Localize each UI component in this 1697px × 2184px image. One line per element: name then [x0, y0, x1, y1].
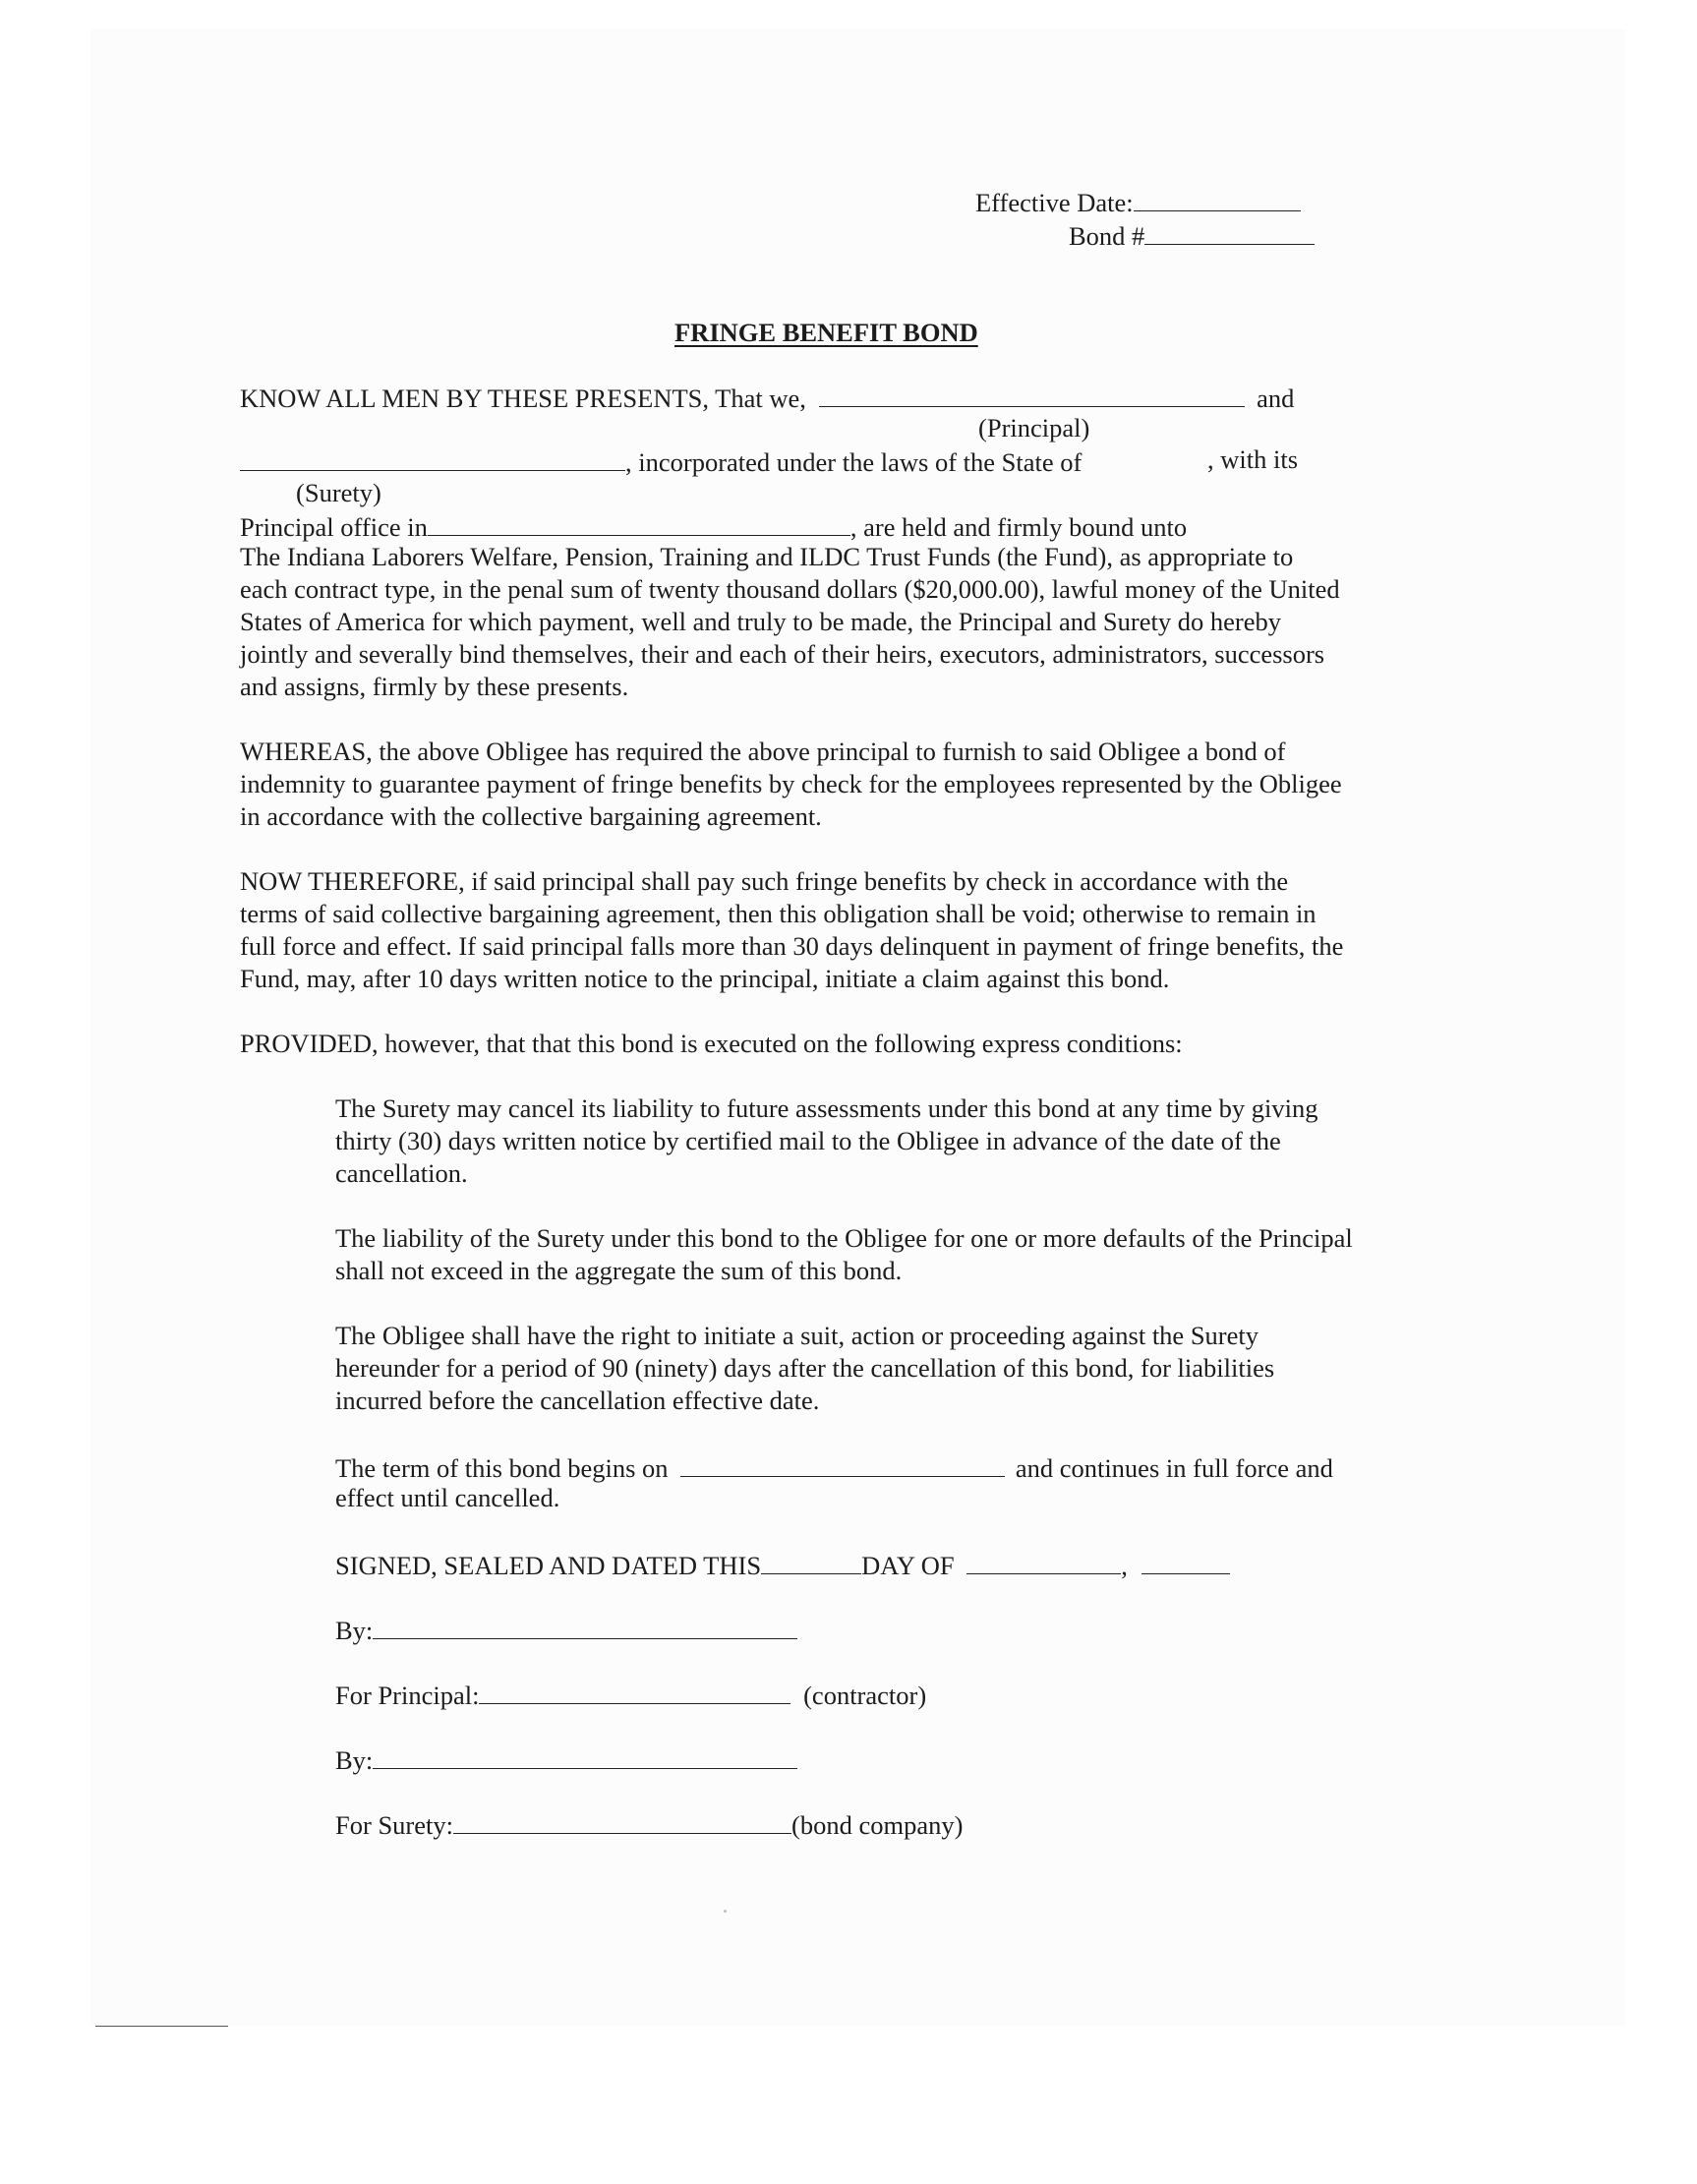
intro-line-3 — [240, 508, 1187, 544]
for-principal-field[interactable] — [479, 1677, 790, 1704]
whereas-line: WHEREAS, the above Obligee has required the above principal to furnish to said Obligee a bond of — [240, 737, 1286, 766]
surety-caption: (Surety) — [296, 478, 381, 507]
surety-name-field[interactable] — [240, 443, 625, 471]
condition-line: The liability of the Surety under this bond to the Obligee for one or more defaults of the Principal — [335, 1223, 1353, 1253]
surety-signature-field[interactable] — [373, 1741, 797, 1769]
intro-body-line: States of America for which payment, well and truly to be made, the Principal and Surety do hereby — [240, 607, 1281, 636]
day-of-label: DAY OF — [861, 1551, 955, 1580]
condition-line: The Obligee shall have the right to initiate a suit, action or proceeding against the Surety — [335, 1321, 1259, 1350]
signed-month-field[interactable] — [966, 1547, 1121, 1574]
intro-body-line: jointly and severally bind themselves, their and each of their heirs, executors, administrators, successors — [240, 639, 1325, 669]
signed-line — [335, 1547, 1230, 1582]
principal-office-field[interactable] — [428, 508, 850, 536]
know-all-men-text: KNOW ALL MEN BY THESE PRESENTS, That we, — [240, 384, 806, 413]
term-effect-until: effect until cancelled. — [335, 1483, 560, 1512]
now-therefore-line: Fund, may, after 10 days written notice to the principal, initiate a claim against this bond. — [240, 964, 1170, 993]
condition-line: hereunder for a period of 90 (ninety) days after the cancellation of this bond, for liabilities — [335, 1353, 1275, 1383]
intro-line-2 — [240, 443, 1082, 479]
principal-office-label: Principal office in — [240, 512, 428, 542]
term-line-1 — [335, 1449, 1333, 1485]
and-text: and — [1257, 384, 1295, 413]
term-begins-label: The term of this bond begins on — [335, 1453, 669, 1483]
signed-day-field[interactable] — [761, 1547, 861, 1574]
whereas-line: in accordance with the collective bargaining agreement. — [240, 801, 822, 831]
condition-line: The Surety may cancel its liability to future assessments under this bond at any time by giving — [335, 1093, 1318, 1123]
for-surety-field[interactable] — [453, 1806, 791, 1834]
intro-body-line: and assigns, firmly by these presents. — [240, 672, 629, 701]
whereas-line: indemnity to guarantee payment of fringe benefits by check for the employees represented by the Obligee — [240, 769, 1342, 798]
now-therefore-line: full force and effect. If said principal falls more than 30 days delinquent in payment of fringe benefits, the — [240, 931, 1344, 961]
intro-body-line: each contract type, in the penal sum of twenty thousand dollars ($20,000.00), lawful money of the United — [240, 574, 1340, 604]
contractor-caption: (contractor) — [803, 1681, 927, 1710]
condition-line: cancellation. — [335, 1158, 468, 1188]
principal-by-row — [335, 1612, 797, 1647]
provided-text: PROVIDED, however, that that this bond is executed on the following express conditions: — [240, 1029, 1183, 1058]
incorporated-text: , incorporated under the laws of the State of — [625, 447, 1083, 477]
principal-by-label: By: — [335, 1616, 374, 1645]
effective-date-label: Effective Date: — [975, 188, 1134, 217]
condition-line: incurred before the cancellation effective date. — [335, 1386, 820, 1415]
now-therefore-line: terms of said collective bargaining agreement, then this obligation shall be void; otherwise to remain in — [240, 899, 1317, 928]
term-begin-date-field[interactable] — [680, 1449, 1005, 1477]
condition-line: thirty (30) days written notice by certified mail to the Obligee in advance of the date of the — [335, 1126, 1281, 1155]
intro-body-line: The Indiana Laborers Welfare, Pension, Training and ILDC Trust Funds (the Fund), as appropriate to — [240, 542, 1294, 571]
now-therefore-line: NOW THEREFORE, if said principal shall pay such fringe benefits by check in accordance with the — [240, 866, 1289, 896]
signed-sealed-label: SIGNED, SEALED AND DATED THIS — [335, 1551, 762, 1580]
scan-speck — [724, 1910, 727, 1913]
principal-name-field[interactable] — [819, 380, 1245, 407]
term-continues-text: and continues in full force and — [1015, 1453, 1333, 1483]
footer-rule — [95, 2026, 228, 2027]
signed-comma: , — [1121, 1551, 1128, 1580]
effective-date-field[interactable] — [1134, 184, 1301, 211]
bond-company-caption: (bond company) — [791, 1810, 964, 1840]
effective-date-row — [975, 184, 1301, 219]
condition-line: shall not exceed in the aggregate the sum of this bond. — [335, 1256, 903, 1285]
surety-by-row — [335, 1741, 797, 1777]
surety-by-label: By: — [335, 1745, 374, 1775]
bond-number-field[interactable] — [1144, 217, 1315, 245]
intro-line-1 — [240, 380, 1294, 415]
for-surety-label: For Surety: — [335, 1810, 453, 1840]
principal-caption: (Principal) — [978, 413, 1090, 443]
bond-number-row — [1069, 217, 1315, 253]
for-principal-row — [335, 1677, 926, 1712]
document-title: FRINGE BENEFIT BOND — [674, 318, 978, 347]
for-surety-row — [335, 1806, 963, 1842]
principal-signature-field[interactable] — [373, 1612, 797, 1639]
bond-number-label: Bond # — [1069, 221, 1145, 251]
with-its-text: , with its — [1207, 444, 1299, 474]
for-principal-label: For Principal: — [335, 1681, 480, 1710]
held-bound-text: , are held and firmly bound unto — [849, 512, 1188, 542]
signed-year-field[interactable] — [1141, 1547, 1230, 1574]
